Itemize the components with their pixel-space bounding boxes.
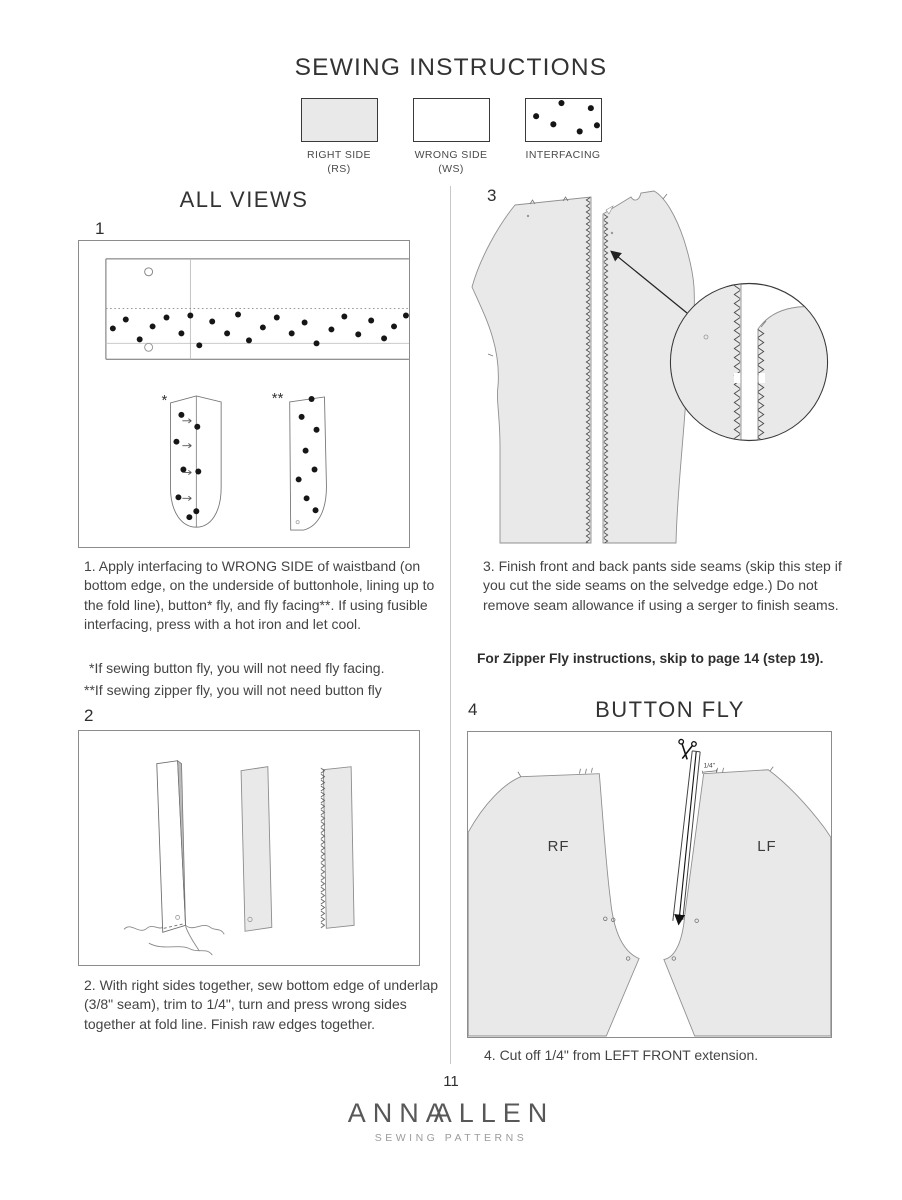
button-fly-diagram bbox=[468, 732, 831, 1037]
logo-wordmark bbox=[0, 1098, 902, 1129]
waistband-diagram bbox=[79, 241, 409, 547]
step1-text: 1. Apply interfacing to WRONG SIDE of waistband (on bottom edge, on the underside of buttonhole, lining up to the fold line), button* fly, and fly facing**. If using fusible interfacing, press with a hot iron and let cool. bbox=[84, 558, 435, 632]
facing-asterisk-label: ** bbox=[271, 390, 284, 407]
step4-number: 4 bbox=[468, 700, 478, 719]
button-fly-piece bbox=[170, 396, 221, 527]
legend-sublabel: (WS) bbox=[438, 163, 464, 176]
step3-text: 3. Finish front and back pants side seams (skip this step if you cut the side seams on the selvedge edge.) Do not remove seam allowance if using a serger to finish seams. bbox=[483, 558, 842, 613]
fabric-legend bbox=[0, 98, 902, 176]
scissors-icon bbox=[676, 739, 696, 760]
waistband bbox=[106, 259, 409, 359]
legend-label: INTERFACING bbox=[525, 149, 601, 161]
footnote-button-fly: *If sewing button fly, you will not need fly facing. bbox=[89, 660, 385, 676]
interfacing-swatch bbox=[525, 98, 602, 142]
all-views-heading: ALL VIEWS bbox=[179, 187, 309, 212]
fly-asterisk-label: * bbox=[161, 392, 168, 409]
left-front-piece bbox=[664, 767, 831, 1036]
buttonhole-mark bbox=[145, 268, 153, 276]
zigzag-edge bbox=[586, 197, 591, 543]
underlap-folded bbox=[124, 761, 224, 955]
legend-label: RIGHT SIDE bbox=[307, 149, 371, 161]
underlap-diagram bbox=[79, 731, 419, 965]
logo-anna: ANNA bbox=[347, 1098, 451, 1128]
legend-sublabel: (RS) bbox=[327, 163, 351, 176]
page-number: 11 bbox=[443, 1073, 459, 1090]
cut-measure-label: 1/4" bbox=[703, 762, 715, 770]
right-side-swatch bbox=[301, 98, 378, 142]
cut-measurement bbox=[703, 763, 717, 774]
right-front-piece bbox=[468, 768, 639, 1036]
legend-interfacing bbox=[518, 98, 608, 176]
buttonhole-mark bbox=[145, 343, 153, 351]
legend-right-side bbox=[294, 98, 384, 176]
rf-label: RF bbox=[547, 839, 570, 856]
brand-logo bbox=[0, 1098, 902, 1144]
footnote-zipper-fly: **If sewing zipper fly, you will not need button fly bbox=[84, 681, 382, 698]
zigzag-edge bbox=[320, 768, 325, 929]
legend-label: WRONG SIDE bbox=[414, 149, 488, 161]
step4-text: 4. Cut off 1/4" from LEFT FRONT extension. bbox=[484, 1047, 759, 1063]
underlap-finished bbox=[320, 767, 354, 929]
step1-number: 1 bbox=[95, 219, 105, 238]
logo-allen: ALLEN bbox=[433, 1098, 555, 1128]
step3-figure bbox=[460, 186, 840, 546]
fly-facing-piece bbox=[290, 396, 327, 530]
lf-label: LF bbox=[757, 839, 777, 856]
button-fly-heading: BUTTON FLY bbox=[595, 697, 745, 722]
interfacing-dots bbox=[110, 312, 409, 349]
step1-footnotes bbox=[84, 658, 384, 701]
step2-text: 2. With right sides together, sew bottom edge of underlap (3/8" seam), trim to 1/4", turn and press wrong sides together at fold line. Finish raw edges together. bbox=[84, 977, 439, 1032]
underlap-plain bbox=[241, 767, 272, 932]
interfacing-dots bbox=[526, 99, 601, 141]
step4-figure bbox=[467, 731, 832, 1038]
zigzag-edge bbox=[604, 214, 609, 543]
legend-wrong-side bbox=[406, 98, 496, 176]
back-pants-piece bbox=[472, 197, 591, 543]
step2-figure bbox=[78, 730, 420, 966]
page-title: SEWING INSTRUCTIONS bbox=[294, 54, 608, 81]
step2-number: 2 bbox=[84, 706, 94, 725]
column-divider bbox=[450, 186, 451, 1064]
zipper-fly-note: For Zipper Fly instructions, skip to page 14 (step 19). bbox=[477, 651, 824, 666]
step3-number: 3 bbox=[487, 186, 497, 205]
step1-figure bbox=[78, 240, 410, 548]
wrong-side-swatch bbox=[413, 98, 490, 142]
side-seam-diagram bbox=[460, 186, 840, 546]
logo-tagline: SEWING PATTERNS bbox=[374, 1132, 528, 1144]
